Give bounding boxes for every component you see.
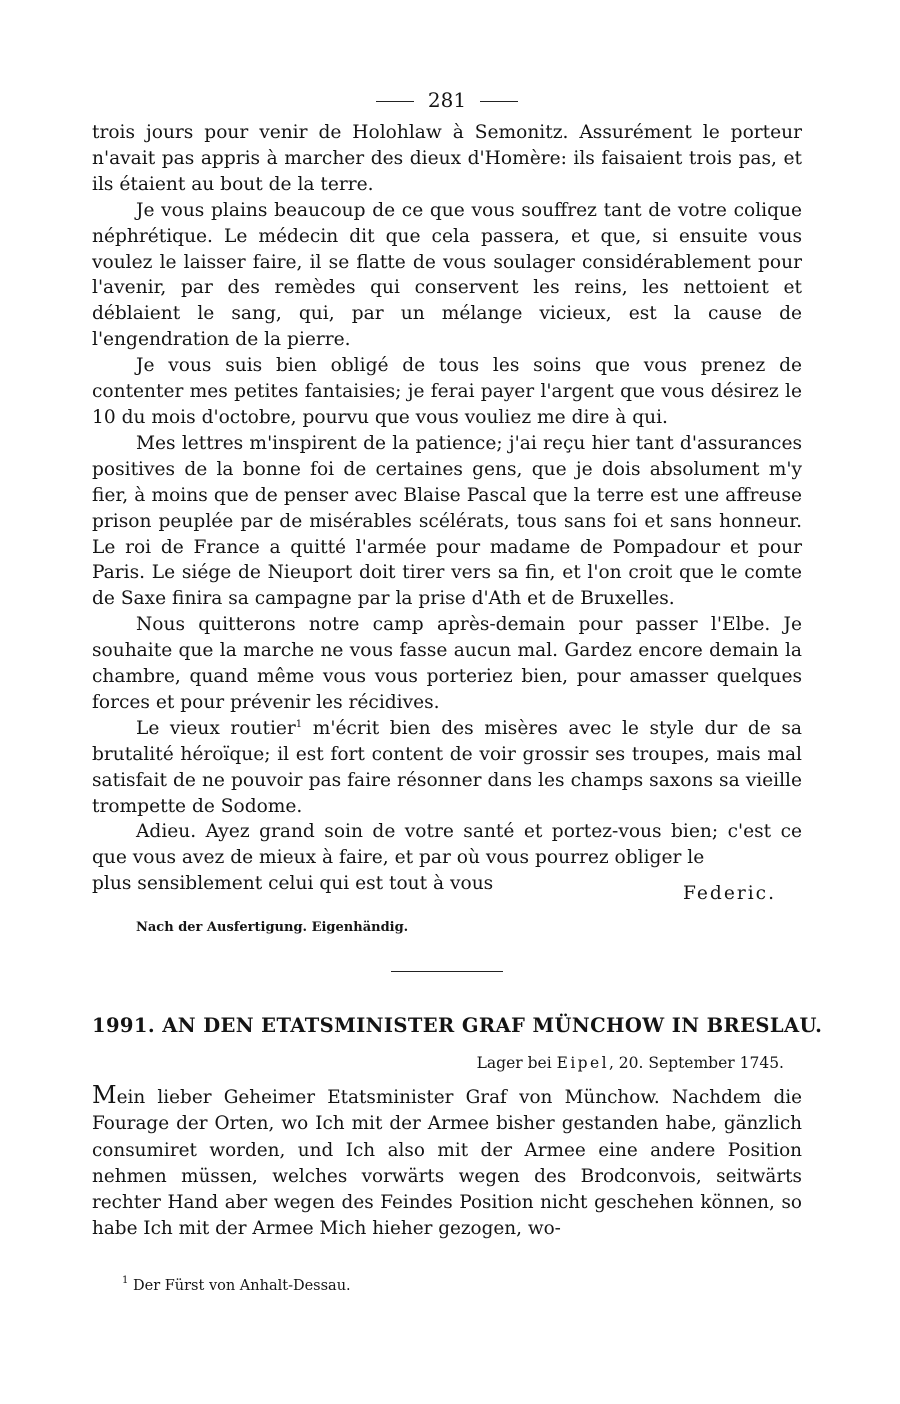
page-number-dash-right: [480, 101, 518, 102]
paragraph-fantaisies: Je vous suis bien obligé de tous les soins que vous prenez de contenter mes petites fantaisies; je ferai payer l'argent que vous désirez le 10 du mois d'octobre, pourvu que vous vouliez me dire à qui.: [92, 355, 802, 428]
paragraph-elbe: Nous quitterons notre camp après-demain pour passer l'Elbe. Je souhaite que la marche ne vous fasse aucun mal. Gardez encore demain la chambre, quand même vous vous porteriez bien, pour amasser quelques forces et pour prévenir les récidives.: [92, 614, 802, 713]
paragraph-routier: [92, 716, 802, 820]
footnote-mark: 1: [122, 1275, 129, 1287]
section-divider: [391, 971, 503, 972]
paragraph-patience: Mes lettres m'inspirent de la patience; j'ai reçu hier tant d'assurances positives de la bonne foi de certaines gens, que je dois absolument m'y fier, à moins que de penser avec Blaise Pascal que la terre est une affreuse prison peuplée par de misérables scélérats, tous sans foi et sans honneur. Le roi de France a quitté l'armée pour madame de Pompadour et pour Paris. Le siége de Nieuport doit tirer vers sa fin, et l'on croit que le comte de Saxe finira sa campagne par la prise d'Ath et de Bruxelles.: [92, 432, 802, 610]
letter-place-date: [92, 1052, 784, 1074]
letter-body: [92, 1082, 802, 1242]
letter-text: [92, 120, 802, 905]
place-name: Eipel: [556, 1054, 609, 1073]
closing-line: [92, 871, 802, 905]
page-number-dash-left: [376, 101, 414, 102]
source-note: Nach der Ausfertigung. Eigenhändig.: [136, 920, 409, 936]
footnote: [122, 1276, 802, 1296]
paragraph-adieu: Adieu. Ayez grand soin de votre santé et portez-vous bien; c'est ce que vous avez de mieux à faire, et par où vous pourrez obliger le: [92, 821, 802, 869]
paragraph-continuation: trois jours pour venir de Holohlaw à Semonitz. Assurément le porteur n'avait pas appris à marcher des dieux d'Homère: ils faisaient trois pas, et ils étaient au bout de la terre.: [92, 122, 802, 195]
signature: Federic.: [683, 883, 776, 905]
page-number-line: [92, 86, 802, 114]
letter-date: , 20. September 1745.: [608, 1054, 784, 1073]
routier-text-end: m'écrit bien des misères avec le style dur de sa brutalité héroïque; il est fort content de voir grossir ses troupes, mais mal satisfait de ne pouvoir pas faire résonner dans les champs saxons sa vieille trompette de Sodome.: [92, 717, 802, 817]
closing-text: plus sensiblement celui qui est tout à vous: [92, 873, 494, 895]
letter-heading: 1991. AN DEN ETATSMINISTER GRAF MÜNCHOW IN BRESLAU.: [92, 1014, 823, 1038]
footnote-reference: 1: [295, 718, 303, 730]
initial-letter: M: [92, 1081, 117, 1110]
letter-body-text: ein lieber Geheimer Etatsminister Graf von Münchow. Nachdem die Fourage der Orten, wo Ich mit der Armee bisher gestanden habe, gänzlich consumiret worden, und Ich also mit der Armee eine andere Position nehmen müssen, welches vorwärts wegen des Brodconvois, seitwärts rechter Hand aber wegen des Feindes Position nicht geschehen können, so habe Ich mit der Armee Mich hieher gezogen, wo-: [92, 1087, 802, 1240]
page-number: 281: [427, 88, 467, 112]
paragraph-colique: Je vous plains beaucoup de ce que vous souffrez tant de votre colique néphrétique. Le médecin dit que cela passera, et que, si ensuite vous voulez le laisser faire, il se flatte de vous soulager considérablement pour l'avenir, par des remèdes qui conservent les reins, les nettoient et déblaient le sang, qui, par un mélange vicieux, est la cause de l'engendration de la pierre.: [92, 199, 802, 351]
footnote-text: Der Fürst von Anhalt-Dessau.: [132, 1278, 351, 1295]
book-page: [92, 86, 823, 1296]
routier-text-start: Le vieux routier: [136, 717, 296, 739]
place-prefix: Lager bei: [476, 1054, 552, 1073]
